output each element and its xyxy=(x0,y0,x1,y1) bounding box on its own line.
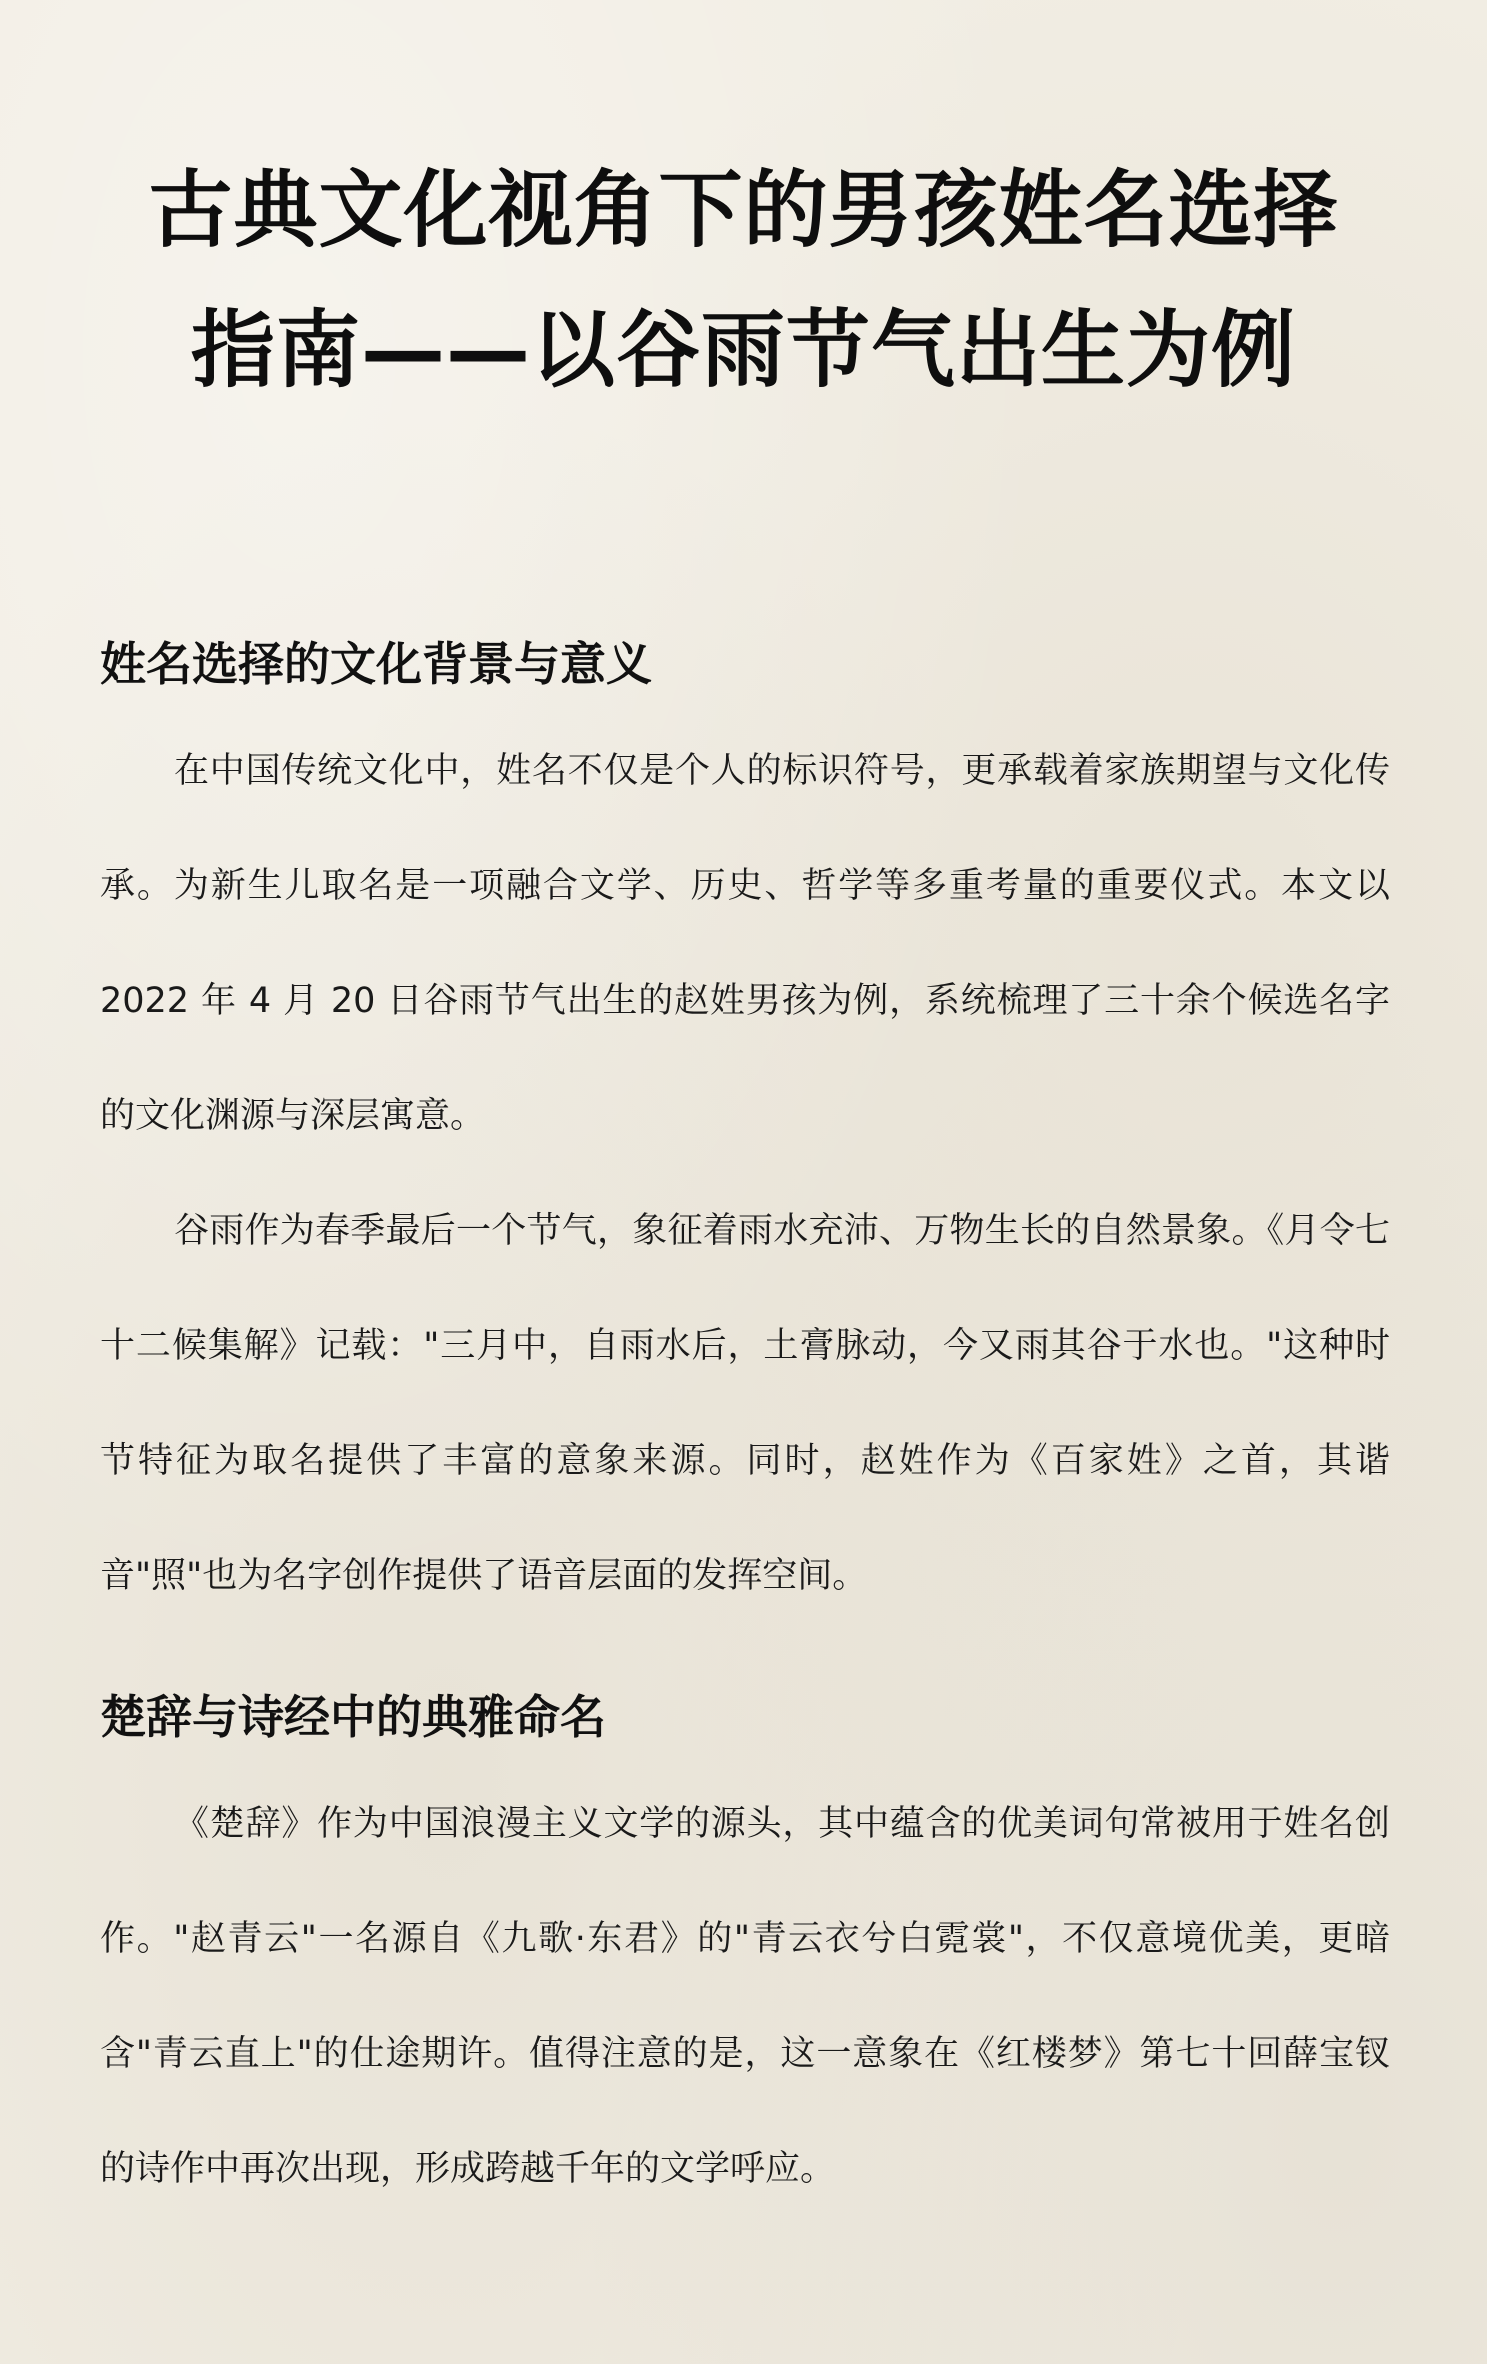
paragraph: 《楚辞》作为中国浪漫主义文学的源头，其中蕴含的优美词句常被用于姓名创作。"赵青云"一名源自《九歌·东君》的"青云衣兮白霓裳"，不仅意境优美，更暗含"青云直上"的仕途期许。值得注意的是，这一意象在《红楼梦》第七十回薛宝钗的诗作中再次出现，形成跨越千年的文学呼应。 xyxy=(100,1804,1390,2189)
section-chuci-shijing xyxy=(100,1687,1390,2189)
document-title: 古典文化视角下的男孩姓名选择指南——以谷雨节气出生为例 xyxy=(148,161,1339,399)
section-heading: 楚辞与诗经中的典雅命名 xyxy=(100,1690,606,1744)
paragraph: 谷雨作为春季最后一个节气，象征着雨水充沛、万物生长的自然景象。《月令七十二候集解》记载："三月中，自雨水后，土膏脉动，今又雨其谷于水也。"这种时节特征为取名提供了丰富的意象来源。同时，赵姓作为《百家姓》之首，其谐音"照"也为名字创作提供了语音层面的发挥空间。 xyxy=(100,1211,1390,1596)
section-body xyxy=(100,714,1390,1634)
paragraph: 在中国传统文化中，姓名不仅是个人的标识符号，更承载着家族期望与文化传承。为新生儿取名是一项融合文学、历史、哲学等多重考量的重要仪式。本文以 2022 年 4 月 20 日谷雨节气出生的赵姓男孩为例，系统梳理了三十余个候选名字的文化渊源与深层寓意。 xyxy=(100,751,1390,1136)
section-body xyxy=(100,1767,1390,2227)
section-cultural-background xyxy=(100,634,1390,1596)
section-heading: 姓名选择的文化背景与意义 xyxy=(100,637,652,691)
